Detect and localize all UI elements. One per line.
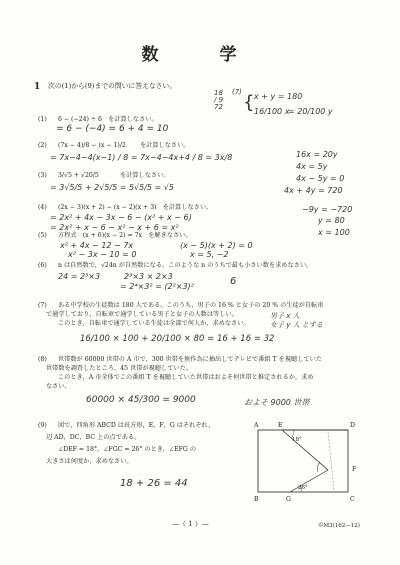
page-footer: —（ 1 ）— <box>172 520 209 528</box>
q6-text: n は自然数で，√24n が自然数になる。このような n のうちで最も小さい数を求めなさい。 <box>58 262 313 269</box>
figure-label-f: F <box>352 466 357 473</box>
q4-work-2: = 2x² + x − 6 − x² − x + 6 = x² <box>50 223 179 232</box>
side-label: 18 / 9 72 <box>214 89 224 111</box>
system-work-4: 4x + 4y = 720 <box>284 186 343 195</box>
q9-line-4: 大きさは何度か，求めなさい。 <box>46 458 133 465</box>
page-title: 数 学 <box>141 45 259 65</box>
q3-work: = 3√5/5 + 2√5/5 = 5√5/5 = √5 <box>50 183 174 192</box>
q5-text: 方程式 (x + 6)(x − 2) = 7x を解きなさい。 <box>58 232 192 239</box>
q1-number: (1) <box>38 116 47 123</box>
q5-work-1: x² + 4x − 12 − 7x <box>60 241 134 250</box>
q2-work: = 7x−4−4(x−1) / 8 = 7x−4−4x+4 / 8 = 3x/8 <box>50 153 233 162</box>
section-number: 1 <box>34 82 41 92</box>
figure-label-b: B <box>254 496 259 503</box>
q7-note-1: 男子 x 人 <box>270 312 300 320</box>
system-eq1: x + y = 180 <box>254 92 303 101</box>
q6-work-2: 2³×3 × 2×3 <box>124 272 173 281</box>
q1-text: 6 − (−24) ÷ 6 を計算しなさい。 <box>58 116 158 123</box>
q8-line-2: 世帯数を調査したところ，45 世帯が視聴していた。 <box>46 365 192 372</box>
q9-work: 18 + 26 = 44 <box>120 478 188 489</box>
q6-answer: 6 <box>230 276 237 287</box>
q9-number: (9) <box>38 422 47 429</box>
q3-text: を計算しなさい。 <box>120 172 170 179</box>
q1-work: = 6 − (−4) = 6 + 4 = 10 <box>56 124 169 134</box>
q9-line-2: 辺 AD，DC，BC 上の点である。 <box>46 434 141 441</box>
q8-line-1: 世帯数が 60000 世帯の A 市で，300 世帯を無作為に抽出してテレビで番組 T を視聴していた <box>58 356 322 363</box>
q7-note-2: 女子 y 人 とする <box>270 321 323 329</box>
system-eq2b: = 20/100 y <box>288 107 333 116</box>
figure-label-c: C <box>350 496 355 503</box>
q7-number: (7) <box>38 302 47 309</box>
q4-text: (2x − 3)(x + 2) − (x − 2)(x + 3) を計算しなさい。 <box>58 204 213 211</box>
q5-work-3: (x − 5)(x + 2) = 0 <box>180 241 253 250</box>
q3-expression: 3/√5 + √20/5 <box>58 172 99 179</box>
q2-text: を計算しなさい。 <box>140 142 190 149</box>
q6-work-3: = 2⁴×3² = (2²×3)² <box>120 282 194 291</box>
q8-line-3: このとき，A 市全体でこの番組 T を視聴していた世帯はおよそ何世帯と推定されるか，求め <box>58 374 314 381</box>
q5-number: (5) <box>38 232 47 239</box>
q7-line-3: このとき，自転車で通学している生徒は全部で何人か，求めなさい。 <box>58 320 250 327</box>
q9-line-1: 図で，四角形 ABCD は長方形，E，F，G はそれぞれ， <box>58 422 215 429</box>
q8-number: (8) <box>38 356 47 363</box>
q7-line-2: で通学しており，自転車で通学している男子と女子の人数は等しい。 <box>46 311 238 318</box>
figure-angle-26: 26° <box>298 485 308 491</box>
system-work-5: −9y = −720 <box>302 205 353 214</box>
q9-line-3: ∠DEF = 18°，∠FGC = 26° のとき，∠EFG の <box>58 446 197 453</box>
exam-code: ©M3(162—12) <box>318 523 360 529</box>
instruction: 次の(1)から(9)までの問いに答えなさい。 <box>48 82 177 90</box>
geometry-figure <box>250 424 360 504</box>
q8-work: 60000 × 45/300 = 9000 <box>86 395 196 405</box>
figure-label-g: G <box>286 496 291 503</box>
q3-number: (3) <box>38 172 47 179</box>
q5-work-2: x² − 3x − 10 = 0 <box>68 250 137 259</box>
system-eq2a: 16/100 x <box>254 107 290 116</box>
system-work-6: y = 80 <box>318 216 345 225</box>
figure-angle-18: 18° <box>292 437 302 443</box>
figure-label-d: D <box>350 422 355 429</box>
q2-expression: (7x − 4)/8 − (x − 1)/2 <box>58 142 126 149</box>
q6-work-1: 24 = 2³×3 <box>58 272 101 281</box>
system-work-2: 4x = 5y <box>296 162 328 171</box>
q4-work-1: = 2x² + 4x − 3x − 6 − (x² + x − 6) <box>50 213 192 222</box>
system-work-1: 16x = 20y <box>296 150 338 159</box>
q6-number: (6) <box>38 262 47 269</box>
q8-line-4: なさい。 <box>46 383 71 390</box>
system-work-7: x = 100 <box>318 228 350 237</box>
figure-label-e: E <box>278 422 283 429</box>
q7-line-1: ある中学校の生徒数は 180 人である。このうち，男子の 16 % と女子の 20 % の生徒が自転車 <box>58 302 324 309</box>
q5-work-4: x = 5, −2 <box>190 250 229 259</box>
system-label: (7) <box>232 88 242 96</box>
q2-number: (2) <box>38 142 47 149</box>
q4-number: (4) <box>38 204 47 211</box>
figure-label-a: A <box>254 422 259 429</box>
q8-answer: およそ 9000 世帯 <box>244 398 310 407</box>
q7-work: 16/100 × 100 + 20/100 × 80 = 16 + 16 = 32 <box>80 334 275 344</box>
system-brace: { <box>243 92 255 113</box>
system-work-3: 4x − 5y = 0 <box>296 174 345 183</box>
